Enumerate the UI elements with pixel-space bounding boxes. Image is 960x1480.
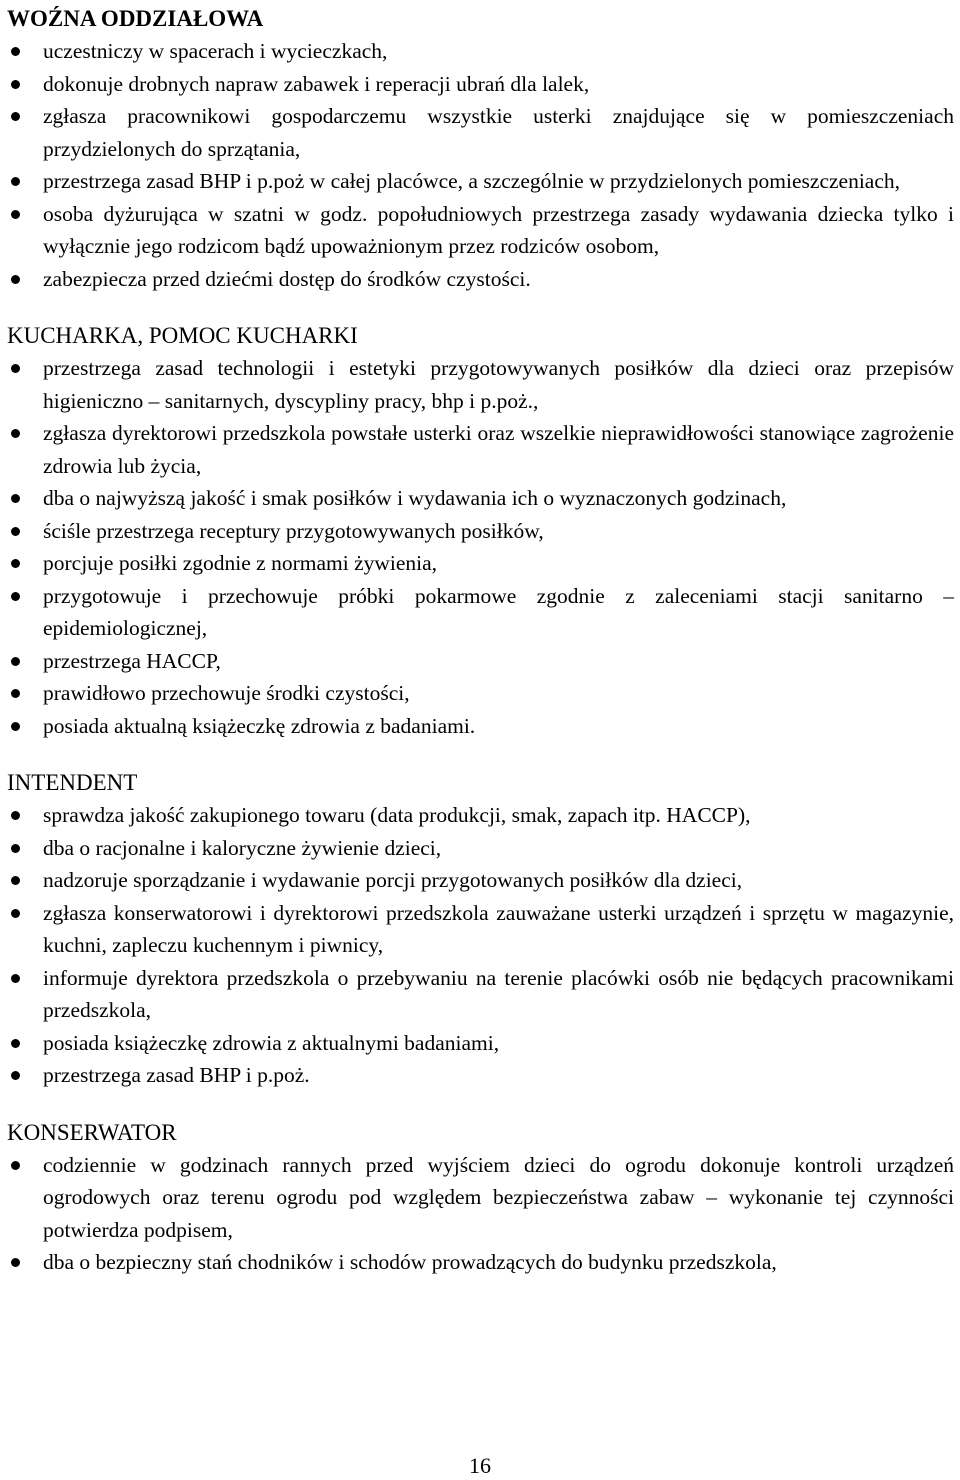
bullet-icon (11, 592, 20, 601)
list-item (7, 547, 954, 580)
bullet-icon (11, 722, 20, 731)
bullet-icon (11, 876, 20, 885)
bullet-icon (11, 429, 20, 438)
bullet-icon (11, 559, 20, 568)
bullet-icon (11, 47, 20, 56)
list-item (7, 1027, 954, 1060)
bullet-icon (11, 1039, 20, 1048)
section-heading: WOŹNA ODDZIAŁOWA (7, 6, 264, 31)
bullet-icon (11, 364, 20, 373)
list-item-text: osoba dyżurująca w szatni w godz. popołudniowych przestrzega zasady wydawania dziecka tylko i wyłącznie jego rodzicom bądź upoważnionym przez rodziców osobom, (43, 201, 954, 258)
bullet-icon (11, 275, 20, 284)
bullet-icon (11, 909, 20, 918)
list-item (7, 263, 954, 296)
list-item-text: ściśle przestrzega receptury przygotowywanych posiłków, (43, 518, 544, 543)
duty-list (7, 35, 954, 295)
bullet-icon (11, 1258, 20, 1267)
section-kucharka (7, 319, 954, 742)
list-item (7, 897, 954, 962)
list-item-text: zgłasza pracownikowi gospodarczemu wszystkie usterki znajdujące się w pomieszczeniach przydzielonych do sprzątania, (43, 104, 954, 161)
list-item-text: porcjuje posiłki zgodnie z normami żywienia, (43, 551, 438, 575)
bullet-icon (11, 112, 20, 121)
list-item-text: przygotowuje i przechowuje próbki pokarmowe zgodnie z zaleceniami stacji sanitarno – epidemiologicznej, (43, 583, 954, 640)
section-konserwator (7, 1116, 954, 1279)
bullet-icon (11, 811, 20, 820)
list-item-text: prawidłowo przechowuje środki czystości, (43, 681, 410, 705)
list-item-text: zabezpiecza przed dziećmi dostęp do środków czystości. (43, 266, 531, 291)
list-item (7, 515, 954, 548)
bullet-icon (11, 844, 20, 853)
list-item-text: dba o bezpieczny stań chodników i schodów prowadzących do budynku przedszkola, (43, 1250, 777, 1274)
list-item-text: dokonuje drobnych napraw zabawek i reperacji ubrań dla lalek, (43, 71, 590, 96)
bullet-icon (11, 210, 20, 219)
list-item (7, 580, 954, 645)
list-item-text: posiada aktualną książeczkę zdrowia z badaniami. (43, 713, 476, 738)
list-item-text: sprawdza jakość zakupionego towaru (data produkcji, smak, zapach itp. HACCP), (43, 803, 751, 827)
list-item (7, 68, 954, 101)
list-item-text: przestrzega zasad technologii i estetyki przygotowywanych posiłków dla dzieci oraz przepisów higieniczno – sanitarnych, dyscypliny pracy, bhp i p.poż., (43, 356, 954, 413)
page-number: 16 (469, 1453, 491, 1478)
list-item-text: zgłasza dyrektorowi przedszkola powstałe usterki oraz wszelkie nieprawidłowości stanowiące zagrożenie zdrowia lub życia, (43, 421, 954, 478)
bullet-icon (11, 657, 20, 666)
list-item (7, 482, 954, 515)
bullet-icon (11, 974, 20, 983)
list-item (7, 417, 954, 482)
list-item (7, 1149, 954, 1247)
bullet-icon (11, 1161, 20, 1170)
bullet-icon (11, 80, 20, 89)
list-item-text: informuje dyrektora przedszkola o przebywaniu na terenie placówki osób nie będących pracownikami przedszkola, (43, 965, 954, 1022)
list-item (7, 198, 954, 263)
bullet-icon (11, 494, 20, 503)
list-item (7, 710, 954, 743)
list-item-text: przestrzega zasad BHP i p.poż w całej placówce, a szczególnie w przydzielonych pomieszczeniach, (43, 169, 901, 193)
list-item (7, 100, 954, 165)
bullet-icon (11, 1071, 20, 1080)
section-intendent (7, 766, 954, 1092)
bullet-icon (11, 527, 20, 536)
section-heading: KUCHARKA, POMOC KUCHARKI (7, 323, 358, 348)
list-item-text: uczestniczy w spacerach i wycieczkach, (43, 39, 388, 63)
list-item (7, 1246, 954, 1279)
list-item (7, 1059, 954, 1092)
list-item-text: przestrzega zasad BHP i p.poż. (43, 1063, 310, 1087)
list-item (7, 352, 954, 417)
list-item-text: dba o najwyższą jakość i smak posiłków i wydawania ich o wyznaczonych godzinach, (43, 486, 787, 510)
list-item-text: dba o racjonalne i kaloryczne żywienie dzieci, (43, 835, 442, 860)
list-item (7, 35, 954, 68)
list-item (7, 677, 954, 710)
list-item (7, 832, 954, 865)
list-item-text: nadzoruje sporządzanie i wydawanie porcji przygotowanych posiłków dla dzieci, (43, 868, 743, 892)
section-heading: INTENDENT (7, 770, 138, 795)
list-item-text: przestrzega HACCP, (43, 648, 221, 673)
list-item-text: zgłasza konserwatorowi i dyrektorowi przedszkola zauważane usterki urządzeń i sprzętu w magazynie, kuchni, zapleczu kuchennym i piwnicy, (43, 900, 954, 957)
list-item (7, 165, 954, 198)
duty-list (7, 352, 954, 742)
bullet-icon (11, 177, 20, 186)
list-item-text: codziennie w godzinach rannych przed wyjściem dzieci do ogrodu dokonuje kontroli urządzeń ogrodowych oraz terenu ogrodu pod względem bezpieczeństwa zabaw – wykonanie tej czynności potwierdza podpisem, (43, 1152, 954, 1242)
list-item-text: posiada książeczkę zdrowia z aktualnymi badaniami, (43, 1030, 500, 1055)
list-item (7, 962, 954, 1027)
list-item (7, 799, 954, 832)
list-item (7, 864, 954, 897)
duty-list (7, 1149, 954, 1279)
list-item (7, 645, 954, 678)
section-heading: KONSERWATOR (7, 1119, 177, 1145)
bullet-icon (11, 689, 20, 698)
duty-list (7, 799, 954, 1092)
section-wozna-oddzialowa (7, 2, 954, 295)
